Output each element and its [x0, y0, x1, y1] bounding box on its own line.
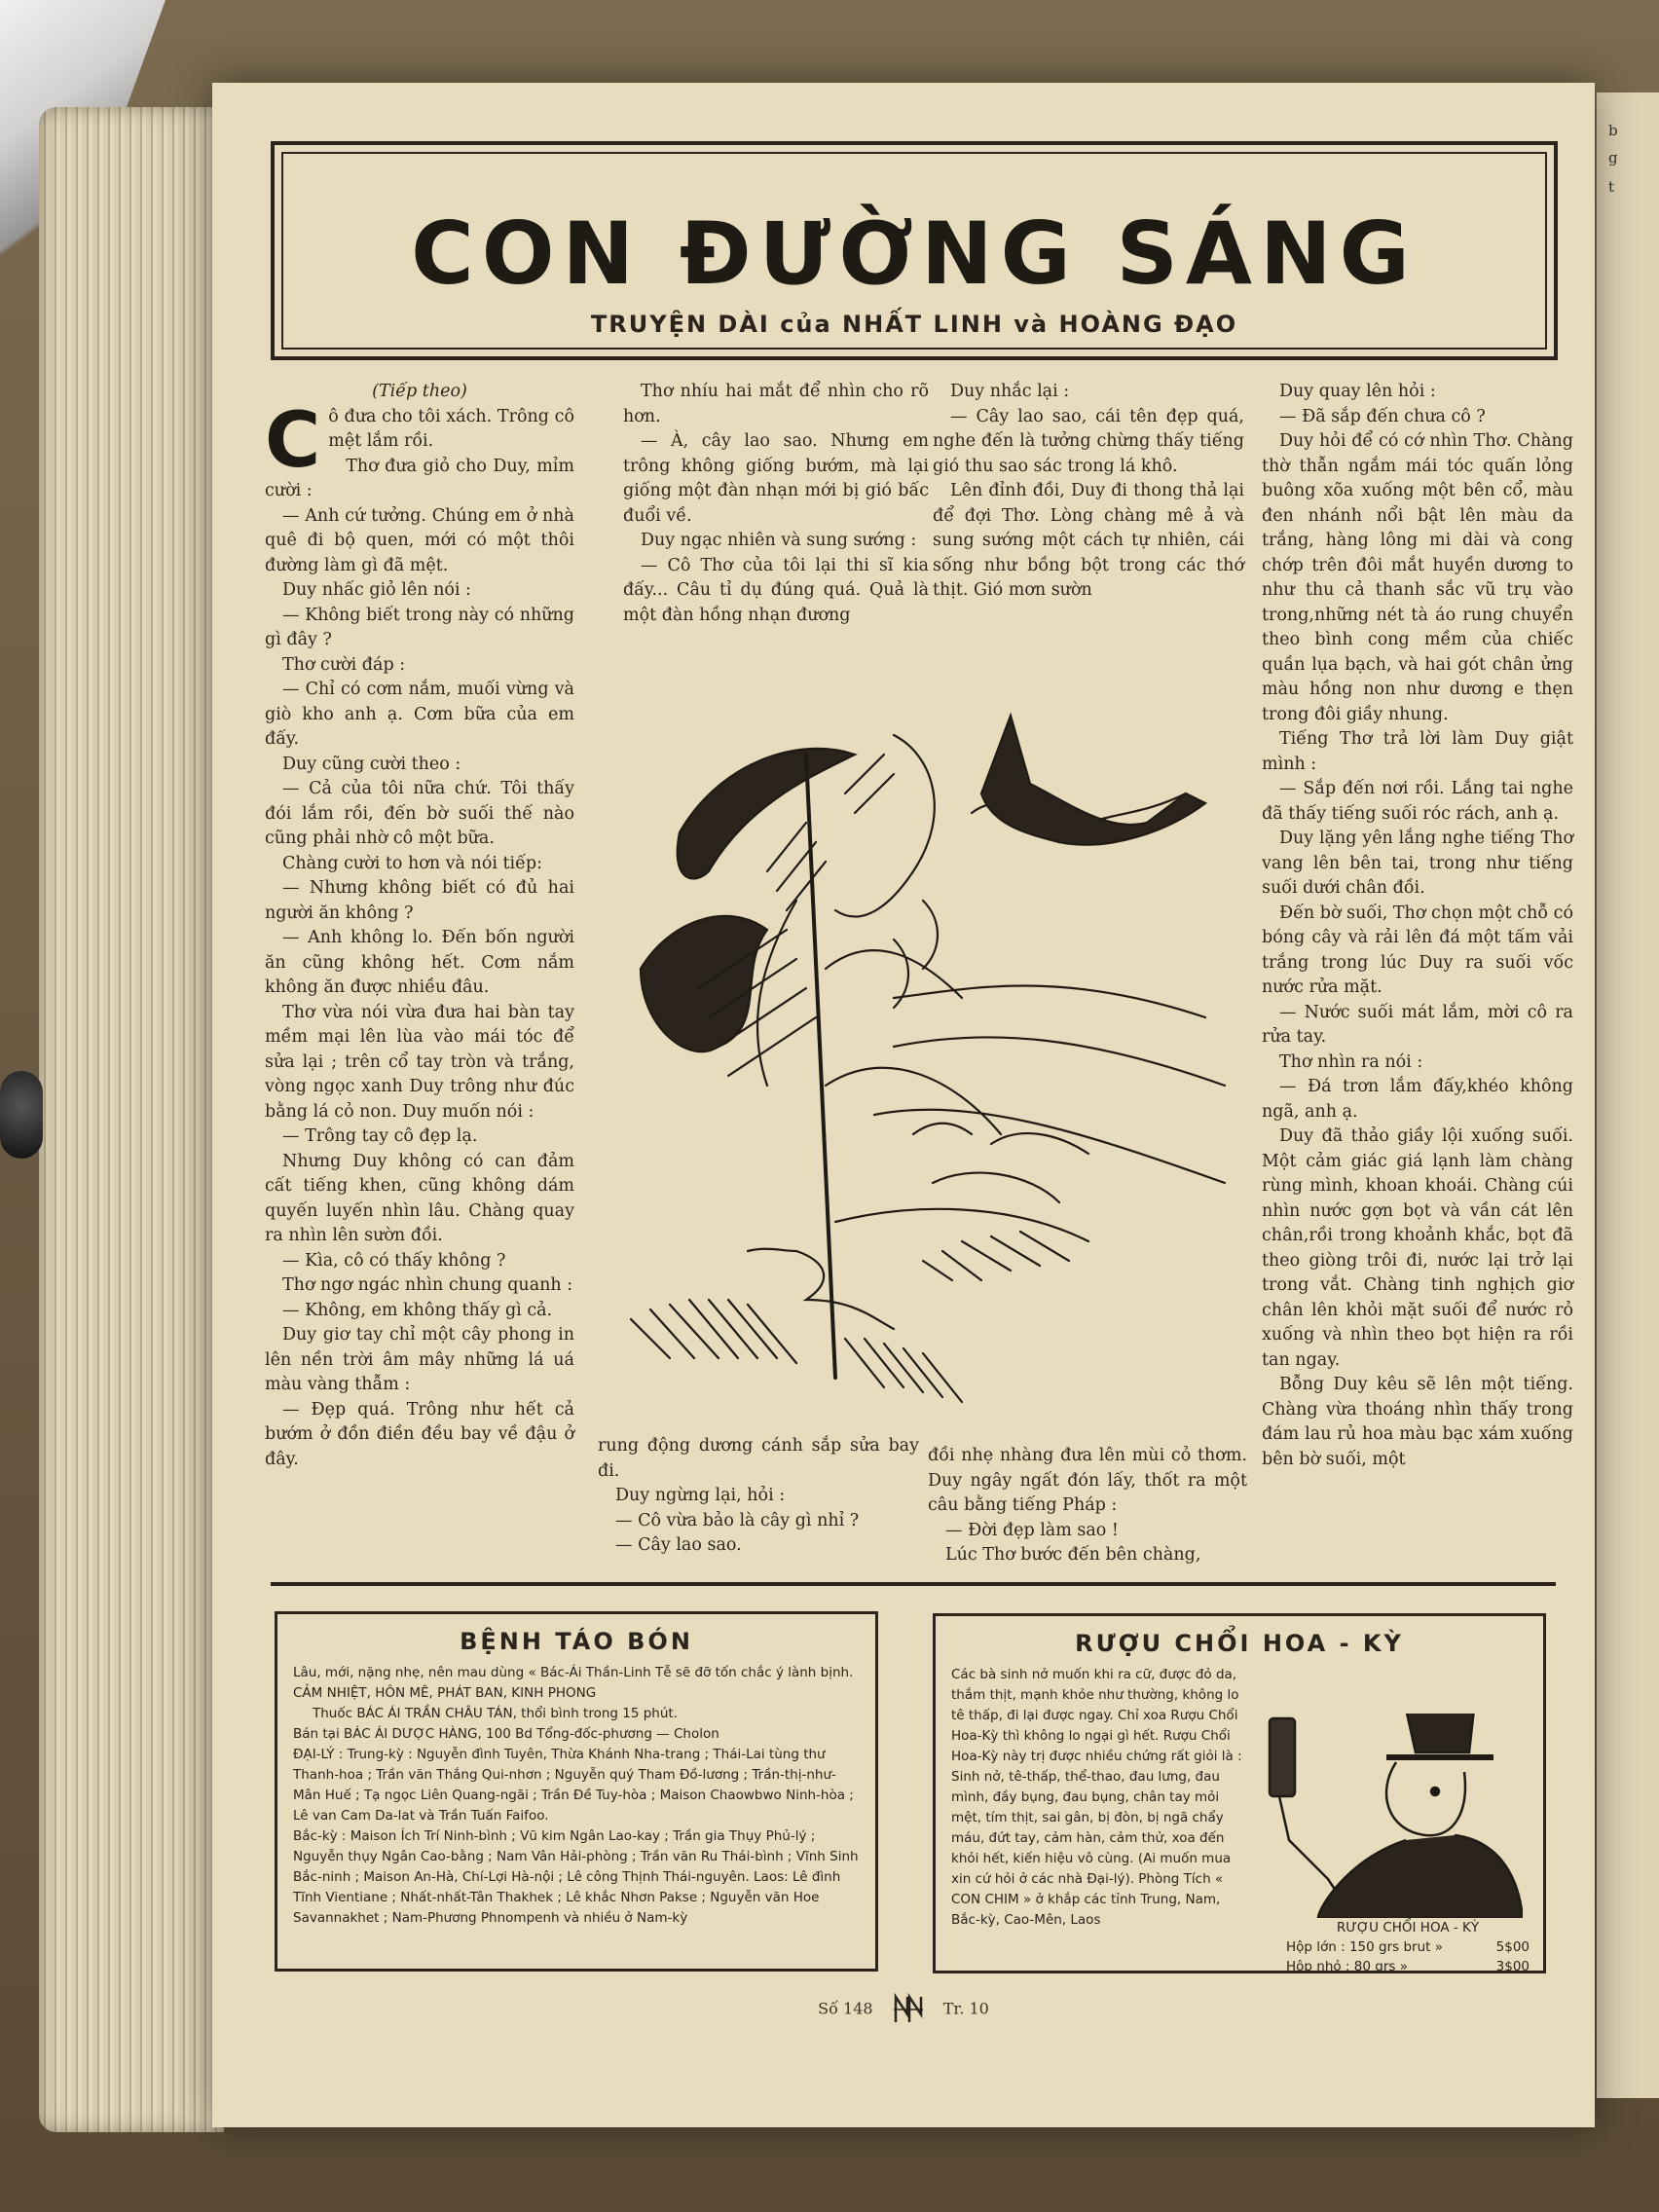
paragraph: Thơ nhìn ra nói :	[1279, 1051, 1423, 1072]
magazine-logo-icon	[892, 1993, 925, 2026]
paragraph: Lên đỉnh đồi, Duy đi thong thả lại để đợi Thơ. Lòng chàng mê ả và sung sướng một cách tự nhiên, cái sống như bồng bột trong các thớ thịt. Gió mơn sườn	[933, 481, 1244, 600]
ad-constipation	[275, 1611, 878, 1972]
paragraph: — Đá trơn lắm đấy,khéo không ngã, anh ạ.	[1262, 1077, 1573, 1122]
next-page-fragment: b	[1608, 122, 1618, 139]
drop-cap: C	[265, 396, 321, 485]
paragraph: — À, cây lao sao. Nhưng em trông không giống bướm, mà lại giống một đàn nhạn mới bị gió bấc đuổi về.	[623, 431, 929, 526]
tree-landscape-illustration	[602, 677, 1244, 1417]
continued-label: (Tiếp theo)	[372, 382, 467, 401]
paragraph: Thơ cười đáp :	[282, 654, 406, 675]
paragraph: — Kìa, cô có thấy không ?	[282, 1250, 506, 1271]
paragraph: — Cô Thơ của tôi lại thi sĩ kia đấy... Câu tỉ dụ đúng quá. Quả là một đàn hồng nhạn đương	[623, 555, 929, 625]
ad-line: Bắc-kỳ : Maison Ích Trí Ninh-bình ; Vũ kim Ngân Lao-kay ; Trần gia Thụy Phủ-lý ; Nguyễn thụy Ngân Cao-bằng ; Nam Vân Hải-phòng ; Trần văn Ru Thái-bình ; Vĩnh Sinh Bắc-ninh ; Maison An-Hà, Chí-Lợi Hà-nội ; Lê công Thịnh Thái-nguyên. Laos: Lê đình Tĩnh Vientiane ; Nhất-nhất-Tân Thakhek ; Lê khắc Nhơn Pakse ; Nguyễn văn Hoe Savannakhet ; Nam-Phương Phnompenh và nhiều ở Nam-kỳ	[293, 1828, 859, 1926]
paragraph: — Cả của tôi nữa chứ. Tôi thấy đói lắm rồi, đến bờ suối thế nào cũng phải nhờ cô một bữa.	[265, 779, 574, 848]
paragraph: — Cây lao sao.	[615, 1535, 742, 1555]
paragraph: — Cây lao sao, cái tên đẹp quá, nghe đến là tưởng chừng thấy tiếng gió thu sao sác trong lá khô.	[933, 406, 1244, 476]
paragraph: rung động dương cánh sắp sửa bay đi.	[598, 1436, 919, 1481]
paragraph: Duy giơ tay chỉ một cây phong in lên nền trời âm mây những lá uá màu vàng thẫm :	[265, 1325, 574, 1394]
paragraph: — Đã sắp đến chưa cô ?	[1279, 406, 1486, 426]
paragraph: Duy nhấc giỏ lên nói :	[282, 580, 471, 600]
paragraph: — Anh cứ tưởng. Chúng em ở nhà quê đi bộ quen, mới có một thôi đường làm gì đã mệt.	[265, 505, 574, 575]
paragraph: — Nước suối mát lắm, mời cô ra rửa tay.	[1262, 1002, 1573, 1047]
paragraph: — Nhưng không biết có đủ hai người ăn không ?	[265, 878, 574, 923]
paragraph: Duy đã thảo giầy lội xuống suối. Một cảm giác giá lạnh làm chàng rùng mình, khoan khoái. Chàng cúi nhìn nước gợn bọt và vần cát lên chân,rồi trong khoảnh khắc, bọt đã theo giòng trôi đi, nước lại trở lại trong vắt. Chàng tinh nghịch giơ chân lên khỏi mặt suối để nước rỏ xuống và nhìn theo bọt hiện ra rồi tan ngay.	[1262, 1126, 1573, 1370]
ad-title: BỆNH TÁO BÓN	[460, 1628, 693, 1655]
issue-number: Số 148	[818, 1999, 873, 2018]
paragraph: đồi nhẹ nhàng đưa lên mùi cỏ thơm. Duy ngây ngất đón lấy, thốt ra một câu bằng tiếng Pháp :	[928, 1446, 1247, 1515]
price-row	[1286, 1957, 1530, 1976]
paragraph: — Không biết trong này có những gì đây ?	[265, 605, 574, 649]
price-value: 3$00	[1495, 1959, 1530, 1974]
binder-ring	[0, 1071, 43, 1159]
paragraph: — Sắp đến nơi rồi. Lắng tai nghe đã thấy tiếng suối róc rách, anh ạ.	[1262, 779, 1573, 824]
price-label: Hộp nhỏ : 80 grs »	[1286, 1959, 1408, 1974]
ad-title: RƯỢU CHỔI HOA - KỲ	[1075, 1630, 1404, 1657]
paragraph: Duy hỏi để có cớ nhìn Thơ. Chàng thờ thẫn ngắm mái tóc quấn lỏng buông xõa xuống một bên cổ, màu đen nhánh nổi bật lên màu da trắng, hàng lông mi dài và cong chớp trên đôi mắt huyền dương to như thu cả thanh sắc vũ trụ vào trong,những nét tà áo rung chuyển theo bình cong mềm của chiếc quần lụa bạch, và hai gót chân ửng màu hồng non như dương e thẹn trong đôi giầy nhung.	[1262, 431, 1573, 724]
paragraph: — Chỉ có cơm nắm, muối vừng và giò kho anh ạ. Cơm bữa của em đấy.	[265, 680, 574, 749]
paragraph: — Trông tay cô đẹp lạ.	[282, 1126, 478, 1146]
paragraph: — Không, em không thấy gì cả.	[282, 1300, 553, 1320]
paragraph: Tiếng Thơ trả lời làm Duy giật mình :	[1262, 729, 1573, 774]
price-list	[1286, 1918, 1530, 1976]
section-divider	[271, 1582, 1556, 1586]
ad-line: Bán tại BÁC ÁI DƯỢC HÀNG, 100 Bd Tổng-đốc-phương — Cholon	[293, 1726, 719, 1742]
next-page-fragment: g	[1608, 149, 1618, 166]
story-title: CON ĐƯỜNG SÁNG	[411, 203, 1418, 304]
paragraph: Thơ vừa nói vừa đưa hai bàn tay mềm mại lên lùa vào mái tóc để sửa lại ; trên cổ tay tròn và trắng, vòng ngọc xanh Duy trông như đúc bằng lá cỏ non. Duy muốn nói :	[265, 1002, 574, 1122]
paragraph: Lúc Thơ bước đến bên chàng,	[945, 1545, 1201, 1565]
paragraph: Duy lặng yên lắng nghe tiếng Thơ vang lên bên tai, trong như tiếng suối dưới chân đồi.	[1262, 829, 1573, 898]
next-page-edge	[1597, 92, 1659, 2098]
story-subtitle: TRUYỆN DÀI của NHẤT LINH và HOÀNG ĐẠO	[590, 311, 1238, 338]
story-column-3-bottom	[928, 1444, 1247, 1568]
book-page-edges	[39, 107, 224, 2132]
ad-liniment	[933, 1613, 1546, 1973]
magazine-page	[212, 83, 1595, 2127]
price-row	[1286, 1937, 1530, 1957]
paragraph: Bỗng Duy kêu sẽ lên một tiếng. Chàng vừa thoáng nhìn thấy trong đám lau rủ hoa màu bạc xám xuống bên bờ suối, một	[1262, 1375, 1573, 1469]
next-page-fragment: t	[1608, 178, 1615, 196]
paragraph: Duy ngạc nhiên và sung sướng :	[641, 531, 917, 550]
page-number: Tr. 10	[942, 1999, 989, 2018]
paragraph: Thơ nhíu hai mắt để nhìn cho rõ hơn.	[623, 382, 929, 426]
paragraph: Nhưng Duy không có can đảm cất tiếng khen, cũng không dám quyến luyến nhìn lâu. Chàng quay ra nhìn lên sườn đồi.	[265, 1151, 574, 1245]
paragraph: — Anh không lo. Đến bốn người ăn cũng không hết. Cơm nắm không ăn được nhiều đâu.	[265, 928, 574, 997]
paragraph: — Đời đẹp làm sao !	[945, 1520, 1119, 1540]
paragraph: Duy cũng cười theo :	[282, 754, 461, 774]
story-column-2-top	[623, 380, 929, 628]
paragraph: ô đưa cho tôi xách. Trông cô mệt lắm rồi.	[328, 406, 574, 451]
story-column-4	[1262, 380, 1573, 1472]
paragraph: Thơ đưa giỏ cho Duy, mỉm cười :	[265, 456, 574, 500]
story-column-2-bottom	[598, 1434, 919, 1559]
paragraph: Duy ngừng lại, hỏi :	[615, 1486, 786, 1505]
title-box	[271, 141, 1558, 360]
page-footer	[212, 1993, 1595, 2026]
ad-line: Thuốc BÁC ÁI TRẦN CHÂU TÁN, thổi bình trong 15 phút.	[313, 1706, 679, 1721]
ad-line: ĐẠI-LÝ : Trung-kỳ : Nguyễn đình Tuyên, Thừa Khánh Nha-trang ; Thái-Lai tùng thư Thanh-hoa ; Trần văn Thắng Qui-nhơn ; Nguyễn quý Tham Đồ-lương ; Trần-thị-như-Mân Huế ; Tạ ngọc Liên Quang-ngãi ; Trần Đề Tuy-hòa ; Maison Chaowbwo Ninh-hòa ; Lê van Cam Da-lat và Trần Tuấn Faifoo.	[293, 1747, 854, 1824]
paragraph: Đến bờ suối, Thơ chọn một chỗ có bóng cây và rải lên đá một tấm vải trắng trong lúc Duy ra suối vốc nước rửa mặt.	[1262, 903, 1573, 997]
product-name: RƯỢU CHỔI HOA - KỲ	[1336, 1920, 1480, 1936]
paragraph: Duy quay lên hỏi :	[1279, 382, 1436, 401]
paragraph: Duy nhắc lại :	[950, 382, 1070, 401]
paragraph: — Đẹp quá. Trông như hết cả bướm ở đồn điền đều bay về đậu ở đây.	[265, 1399, 574, 1469]
price-value: 5$00	[1495, 1939, 1530, 1955]
ad-body: Các bà sinh nở muốn khi ra cữ, được đỏ da, thắm thịt, mạnh khỏe như thường, không lo tê thấp, đi lại được ngay. Chỉ xoa Rượu Chổi Hoa-Kỳ thì không lo ngại gì hết. Rượu Chổi Hoa-Kỳ này trị được nhiều chứng rất giỏi là : Sinh nở, tê-thấp, thể-thao, đau lưng, đau mình, đầy bụng, đau bụng, chân tay mỏi mệt, tím thịt, sai gân, bị đòn, bị ngã chẩy máu, đứt tay, cảm hàn, cảm thử, xoa đến khỏi hết, kiến hiệu vô cùng. (Ai muốn mua xin cứ hỏi ở các nhà Đại-lý). Phòng Tích « CON CHIM » ở khắp các tỉnh Trung, Nam, Bắc-kỳ, Cao-Mên, Laos	[951, 1667, 1242, 1928]
story-column-1	[265, 380, 574, 1472]
paragraph: Thơ ngơ ngác nhìn chung quanh :	[282, 1275, 573, 1295]
paragraph: — Cô vừa bảo là cây gì nhỉ ?	[615, 1510, 860, 1530]
paragraph: Chàng cười to hơn và nói tiếp:	[282, 853, 543, 873]
price-label: Hộp lớn : 150 grs brut »	[1286, 1939, 1443, 1955]
man-with-bottle-illustration	[1260, 1714, 1523, 1918]
ad-line: Lâu, mới, nặng nhẹ, nên mau dùng « Bác-Ái Thần-Linh Tễ sẽ đỡ tốn chắc ý lành bịnh. CẢM NHIỆT, HÔN MÊ, PHÁT BAN, KINH PHONG	[293, 1665, 854, 1701]
story-column-3-top	[933, 380, 1244, 604]
